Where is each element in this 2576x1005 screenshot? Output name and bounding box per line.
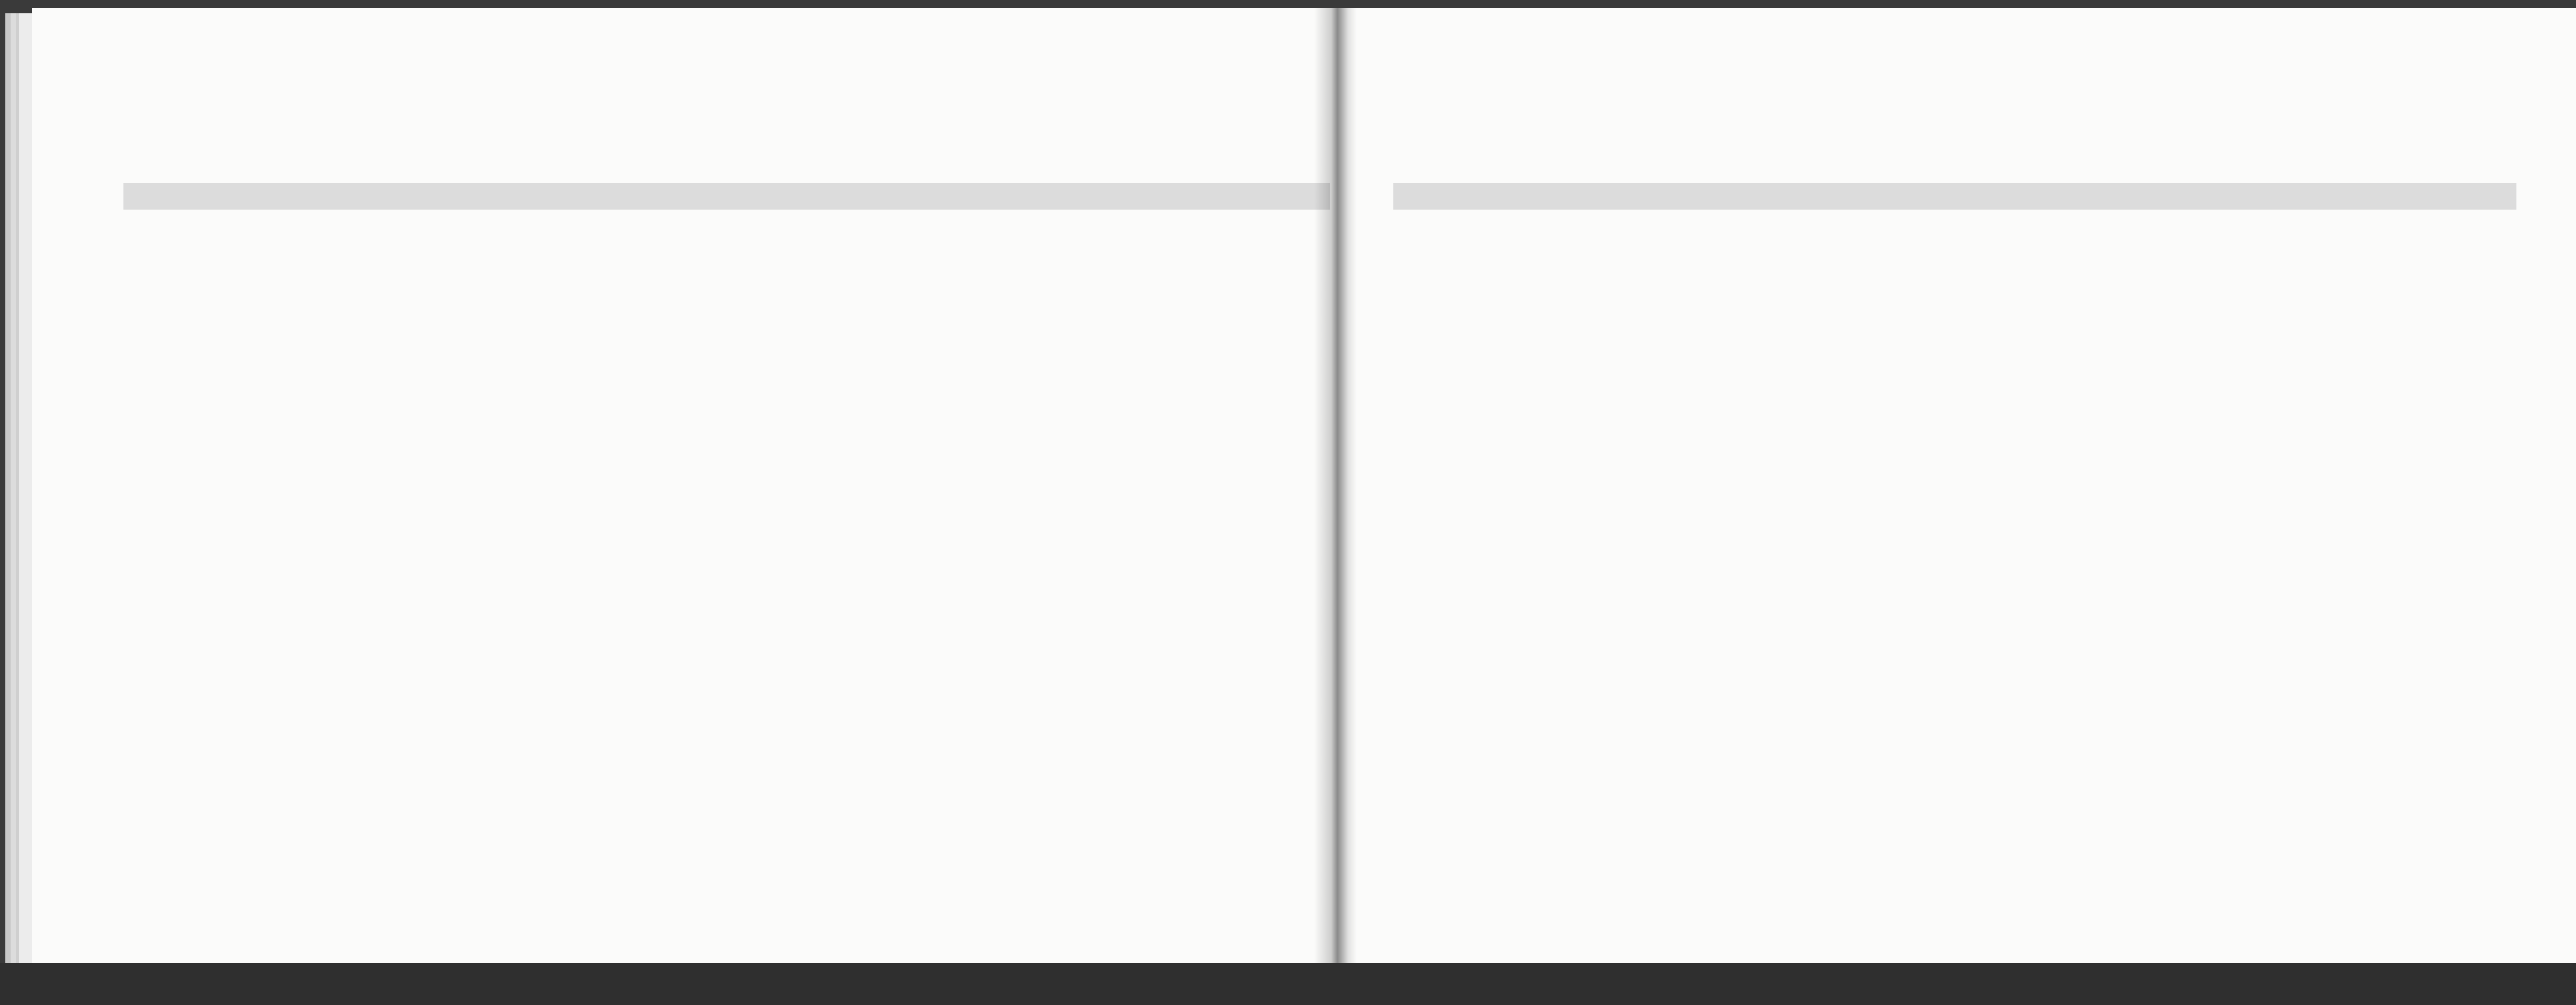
bottom-shadow (0, 963, 2576, 1005)
previous-day-band (1393, 183, 1656, 210)
book-gutter-shadow (1314, 8, 1357, 963)
readings-band (123, 183, 1330, 210)
diary-band (1656, 183, 2516, 210)
